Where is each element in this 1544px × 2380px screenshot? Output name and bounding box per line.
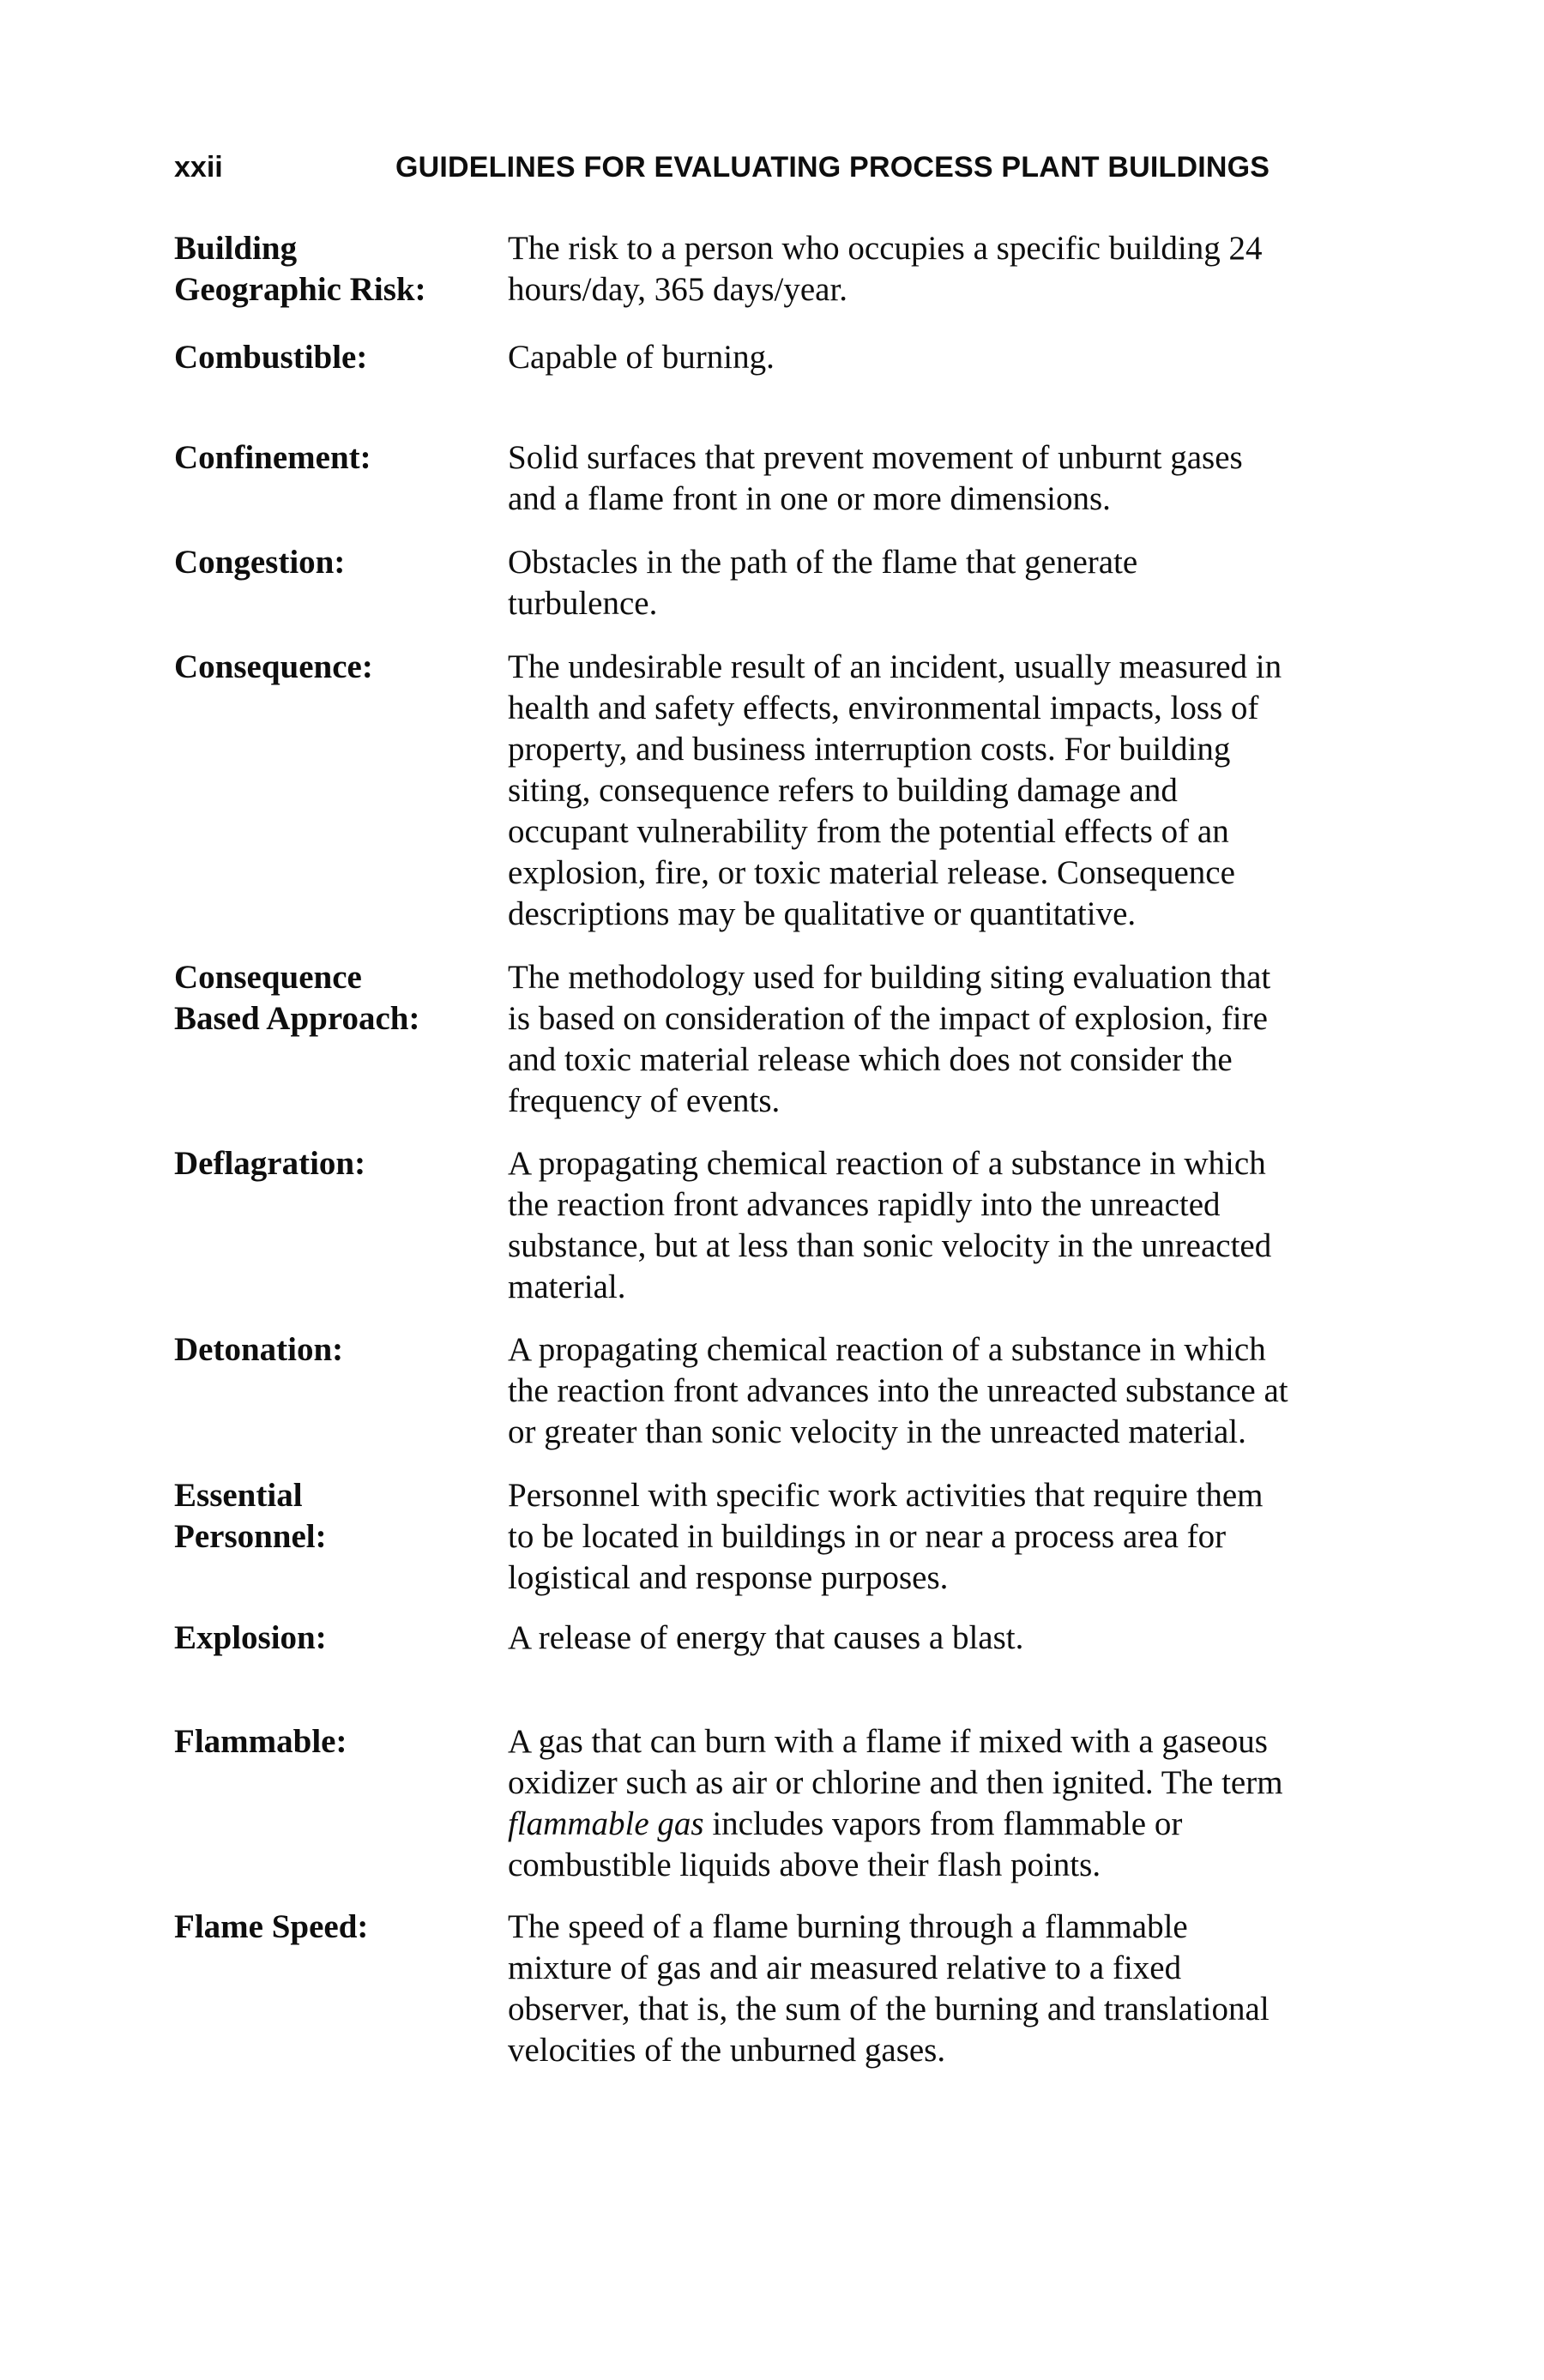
glossary-definition bbox=[508, 1721, 1370, 1886]
glossary-definition: A propagating chemical reaction of a substance in which the reaction front advances rapidly into the unreacted substance, but at less than sonic velocity in the unreacted material. bbox=[508, 1145, 1272, 1305]
glossary-term: Essential Personnel: bbox=[174, 1477, 327, 1555]
page-header bbox=[174, 146, 1375, 189]
glossary-term: Explosion: bbox=[174, 1619, 327, 1656]
glossary-term: Combustible: bbox=[174, 339, 368, 376]
glossary-term: Deflagration: bbox=[174, 1145, 366, 1182]
glossary-definition: Personnel with specific work activities that require them to be located in buildings in or near a process area for logistical and response purposes. bbox=[508, 1477, 1264, 1596]
glossary-term: Consequence: bbox=[174, 648, 373, 685]
glossary-definition: Solid surfaces that prevent movement of unburnt gases and a flame front in one or more dimensions. bbox=[508, 439, 1243, 517]
glossary-term: Consequence Based Approach: bbox=[174, 959, 420, 1037]
glossary-definition: The undesirable result of an incident, usually measured in health and safety effects, environmental impacts, loss of property, and business interruption costs. For building siting, consequence refers to building damage and occupant vulnerability from the potential effects of an explosion, fire, or toxic material release. Consequence descriptions may be qualitative or quantitative. bbox=[508, 648, 1282, 932]
glossary-term: Detonation: bbox=[174, 1331, 344, 1368]
glossary-definition: The methodology used for building siting evaluation that is based on consideration of the impact of explosion, fire and toxic material release which does not consider the frequency of events. bbox=[508, 959, 1271, 1119]
glossary-term: Flammable: bbox=[174, 1723, 347, 1760]
glossary-definition: Obstacles in the path of the flame that generate turbulence. bbox=[508, 544, 1138, 622]
glossary-term: Flame Speed: bbox=[174, 1908, 369, 1945]
definition-text-start: A gas that can burn with a flame if mixed with a gaseous oxidizer such as air or chlorine and then ignited. The term bbox=[508, 1723, 1283, 1801]
glossary-definition: Capable of burning. bbox=[508, 339, 775, 376]
glossary-definition: A propagating chemical reaction of a substance in which the reaction front advances into the unreacted substance at or greater than sonic velocity in the unreacted material. bbox=[508, 1331, 1288, 1450]
glossary-definition: The risk to a person who occupies a specific building 24 hours/day, 365 days/year. bbox=[508, 230, 1263, 308]
definition-emphasis: flammable gas bbox=[508, 1805, 704, 1842]
glossary-term: Congestion: bbox=[174, 544, 346, 581]
glossary-term: Building Geographic Risk: bbox=[174, 230, 426, 308]
definition-text-end: includes vapors from flammable or combustible liquids above their flash points. bbox=[508, 1805, 1183, 1883]
running-title: GUIDELINES FOR EVALUATING PROCESS PLANT BUILDINGS bbox=[395, 151, 1270, 184]
page-number: xxii bbox=[174, 151, 223, 184]
glossary-definition: The speed of a flame burning through a flammable mixture of gas and air measured relative to a fixed observer, that is, the sum of the burning and translational velocities of the unburned gases. bbox=[508, 1908, 1270, 2069]
glossary-term: Confinement: bbox=[174, 439, 371, 476]
glossary-definition: A release of energy that causes a blast. bbox=[508, 1619, 1024, 1656]
